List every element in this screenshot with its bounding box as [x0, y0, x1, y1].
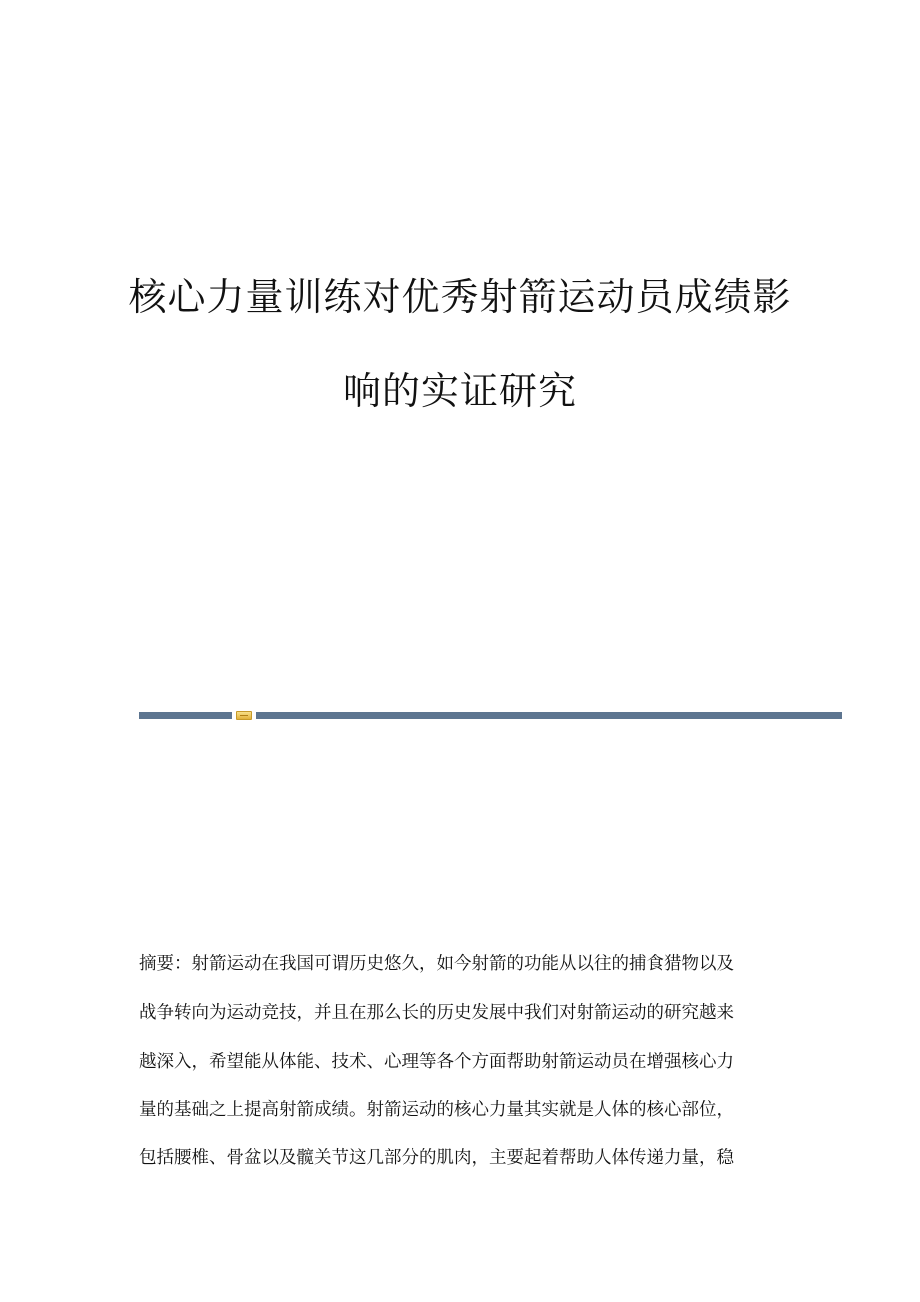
- section-divider: [139, 711, 842, 720]
- divider-bar-right: [256, 712, 842, 719]
- abstract-line: 摘要：射箭运动在我国可谓历史悠久，如今射箭的功能从以往的捕食猎物以及: [139, 954, 734, 974]
- abstract-line: 越深入，希望能从体能、技术、心理等各个方面帮助射箭运动员在增强核心力: [139, 1052, 734, 1072]
- document-title-line-1: 核心力量训练对优秀射箭运动员成绩影: [128, 275, 792, 319]
- abstract-line: 包括腰椎、骨盆以及髋关节这几部分的肌肉，主要起着帮助人体传递力量，稳: [139, 1148, 734, 1168]
- divider-emblem-icon: [236, 711, 252, 720]
- document-title-line-2: 响的实证研究: [342, 369, 577, 413]
- divider-bar-left: [139, 712, 232, 719]
- abstract-line: 战争转向为运动竞技，并且在那么长的历史发展中我们对射箭运动的研究越来: [139, 1003, 734, 1023]
- abstract-line: 量的基础之上提高射箭成绩。射箭运动的核心力量其实就是人体的核心部位，: [139, 1100, 734, 1120]
